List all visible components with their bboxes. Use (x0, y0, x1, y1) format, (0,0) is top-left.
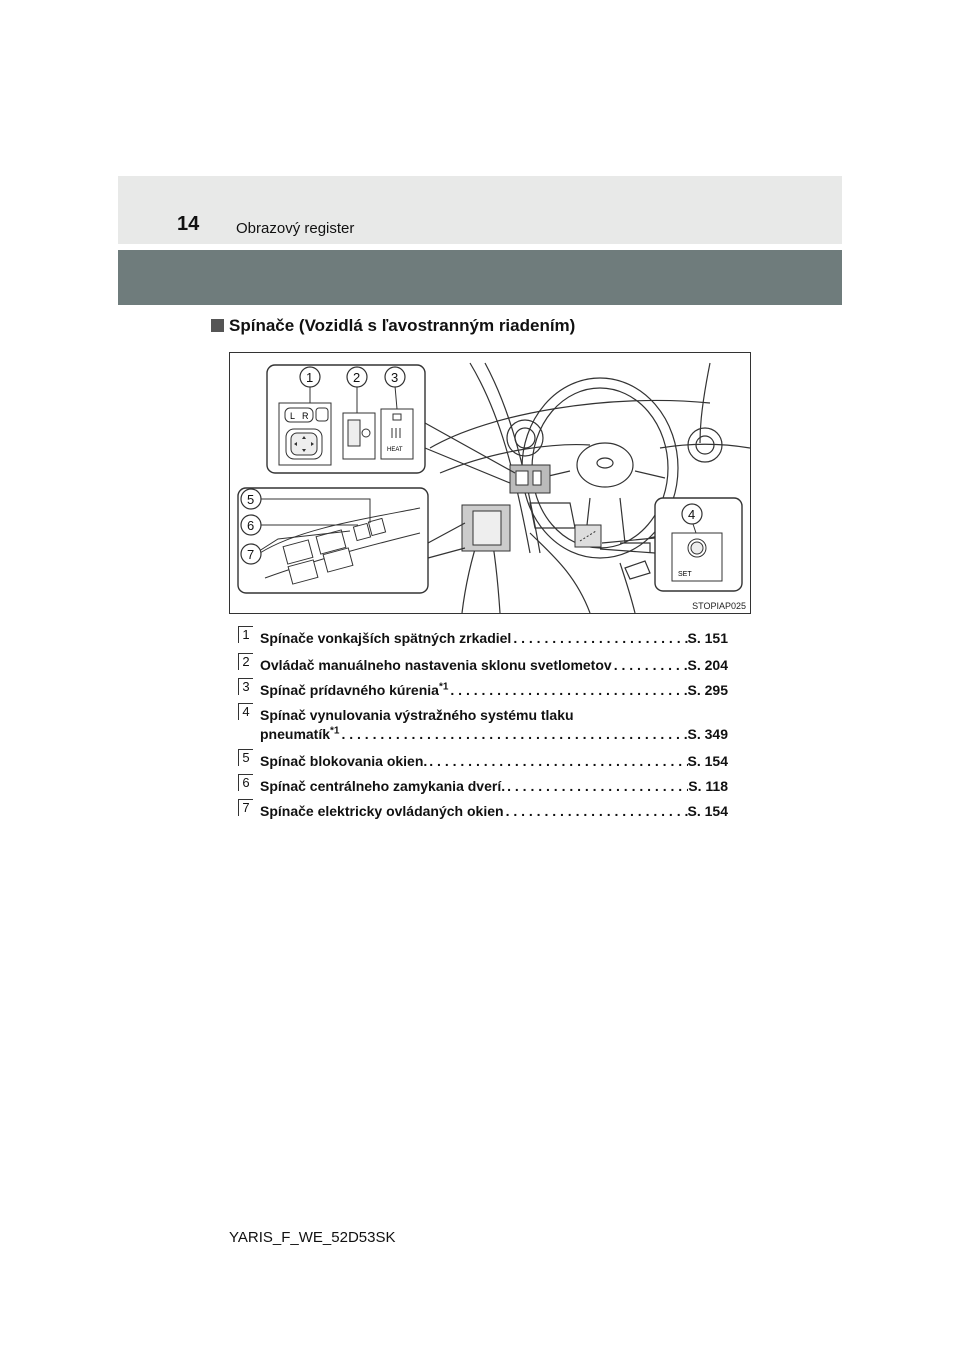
header-band (118, 176, 842, 244)
callout-2: 2 (353, 370, 361, 385)
footnote-marker: *1 (330, 725, 340, 737)
item-text: Spínač centrálneho zamykania dverí. (260, 778, 506, 794)
item-text: Spínač vynulovania výstražného systému tlaku (260, 707, 574, 723)
item-text: Spínače elektricky ovládaných okien (260, 803, 504, 819)
callout-3: 3 (391, 370, 399, 385)
heat-label: HEAT (387, 447, 403, 453)
section-bullet-icon (211, 319, 224, 332)
page-ref: S. 154 (687, 803, 728, 819)
set-label: SET (678, 571, 692, 578)
item-number: 1 (238, 626, 253, 643)
page-ref: S. 154 (687, 753, 728, 769)
item-number: 4 (238, 703, 253, 720)
callout-6: 6 (247, 518, 255, 533)
callout-4: 4 (688, 507, 696, 522)
footnote-marker: *1 (438, 681, 449, 693)
mirror-select-left: L (290, 411, 296, 421)
item-text-continued: pneumatík$^{*1}$ (260, 725, 340, 742)
leader-dots (339, 726, 687, 742)
item-text: Spínače vonkajších spätných zrkadiel (260, 630, 512, 646)
item-number: 7 (238, 799, 253, 816)
footer-doc-code: YARIS_F_WE_52D53SK (229, 1229, 396, 1246)
page-ref: S. 118 (688, 778, 728, 794)
list-item (238, 704, 728, 747)
item-text: Ovládač manuálneho nastavenia sklonu svetlometov (260, 657, 612, 673)
header-bar (118, 250, 842, 305)
item-number: 3 (238, 678, 253, 695)
leader-dots (504, 803, 688, 819)
leader-dots (448, 682, 687, 698)
page-title: Obrazový register (236, 220, 355, 237)
section-title: Spínače (Vozidlá s ľavostranným riadením) (229, 316, 576, 335)
item-number: 2 (238, 653, 253, 670)
dashboard-drawing (230, 353, 750, 613)
item-text: Spínač blokovania okien. (260, 753, 428, 769)
figure-code: STOPIAP025 (692, 601, 746, 611)
callout-1: 1 (306, 370, 314, 385)
item-text: Spínač prídavného kúrenia$^{*1}$ (260, 681, 449, 698)
item-number: 6 (238, 774, 253, 791)
page-ref: S. 349 (687, 726, 728, 742)
leader-dots (505, 778, 688, 794)
page-ref: S. 295 (687, 682, 728, 698)
callout-7: 7 (247, 547, 255, 562)
leader-dots (511, 630, 687, 646)
page-number: 14 (177, 213, 200, 235)
leader-dots (612, 657, 688, 673)
switches-illustration (229, 352, 751, 614)
page-ref: S. 204 (687, 657, 728, 673)
callout-5: 5 (247, 492, 255, 507)
item-number: 5 (238, 749, 253, 766)
leader-dots (427, 753, 687, 769)
mirror-select-right: R (302, 411, 309, 421)
page-ref: S. 151 (687, 630, 728, 646)
